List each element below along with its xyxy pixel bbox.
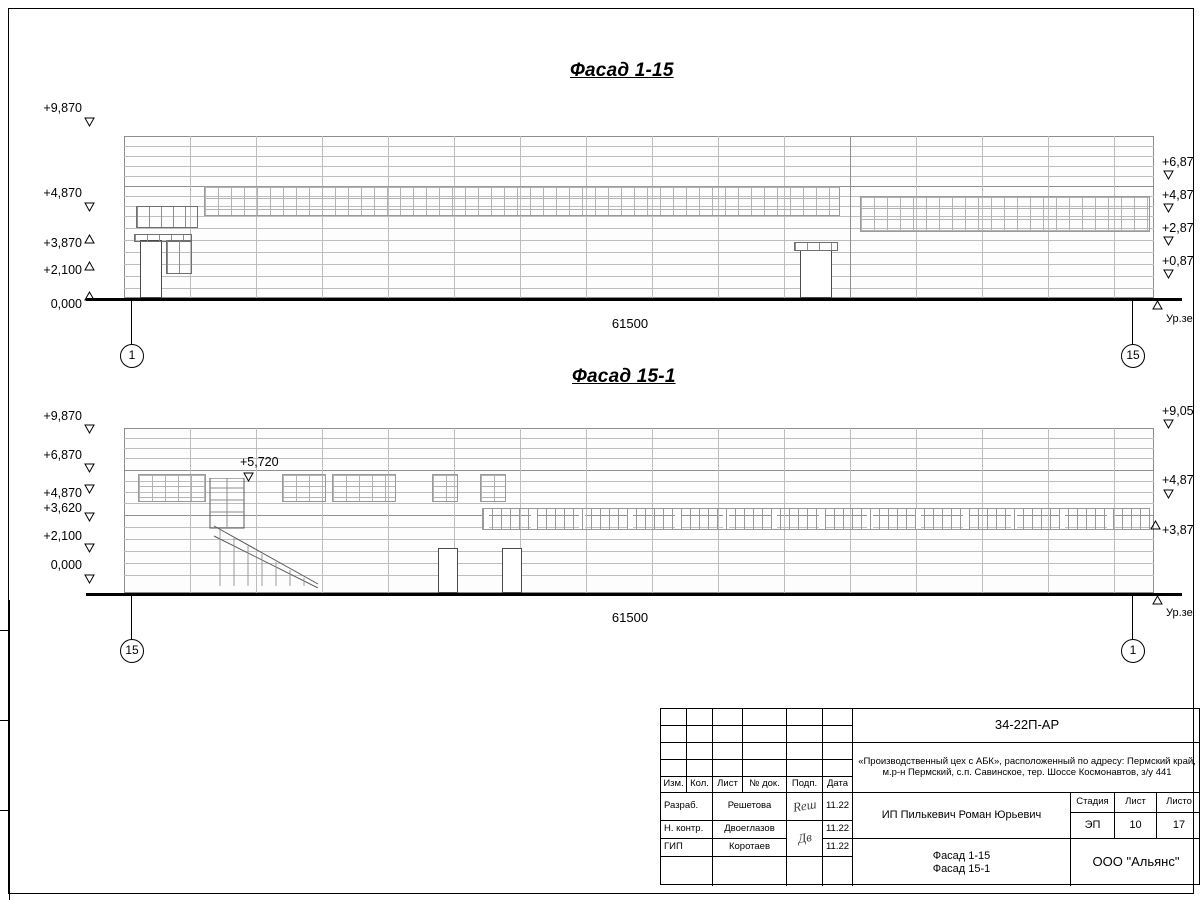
window-strip-top-left xyxy=(136,206,198,228)
rev-blank xyxy=(823,726,853,743)
level-arrow-icon xyxy=(1152,595,1163,606)
level-mark-bottom-r2: +4,87 xyxy=(1162,473,1194,487)
dimension-bottom: 61500 xyxy=(611,610,649,625)
window-block-b3 xyxy=(332,474,396,502)
level-arrow-icon xyxy=(1163,269,1174,280)
drawing-name xyxy=(853,839,1071,886)
rev-blank xyxy=(687,726,713,743)
level-arrow-icon xyxy=(84,512,95,523)
rev-header-data: Дата xyxy=(823,777,853,793)
level-mark-top-5: 0,000 xyxy=(50,297,82,311)
sheets-value: 17 xyxy=(1157,813,1200,839)
level-mark-bottom-4: +3,620 xyxy=(43,501,82,515)
level-mark-top-4: +2,100 xyxy=(43,263,82,277)
facade-bottom-title: Фасад 15-1 xyxy=(572,366,676,387)
level-mark-bottom-6: 0,000 xyxy=(50,558,82,572)
rev-blank xyxy=(713,760,743,777)
level-arrow-icon xyxy=(1163,236,1174,247)
rev-blank xyxy=(787,709,823,726)
external-staircase xyxy=(206,478,324,588)
rev-header-list: Лист xyxy=(713,777,743,793)
rev-header-kol: Кол. xyxy=(687,777,713,793)
level-mark-bottom-r1: +9,05 xyxy=(1162,404,1194,418)
level-mark-top-r2: +4,87 xyxy=(1162,188,1194,202)
level-mark-bottom-2: +6,870 xyxy=(43,448,82,462)
axis-stem xyxy=(1132,298,1133,344)
level-arrow-icon xyxy=(1163,419,1174,430)
stamp-blank xyxy=(787,857,823,886)
axis-stem xyxy=(1132,593,1133,639)
stamp-blank xyxy=(713,857,787,886)
stamp-blank xyxy=(661,857,713,886)
rev-blank xyxy=(743,760,787,777)
axis-bubble-bottom-left: 15 xyxy=(120,639,144,663)
level-arrow-icon xyxy=(84,234,95,245)
signature-1: Reш xyxy=(787,793,823,821)
rev-blank xyxy=(743,726,787,743)
level-arrow-icon xyxy=(84,543,95,554)
signature-2: Дв xyxy=(787,821,823,857)
rev-header-podp: Подп. xyxy=(787,777,823,793)
rev-blank xyxy=(713,709,743,726)
rev-header-izm: Изм. xyxy=(661,777,687,793)
level-mark-bottom-3: +4,870 xyxy=(43,486,82,500)
rev-blank xyxy=(661,709,687,726)
level-mark-top-2: +4,870 xyxy=(43,186,82,200)
rev-blank xyxy=(743,709,787,726)
level-arrow-icon xyxy=(1163,203,1174,214)
title-block xyxy=(660,708,1200,885)
level-arrow-icon xyxy=(84,117,95,128)
sheet-value: 10 xyxy=(1115,813,1157,839)
rev-blank xyxy=(661,760,687,777)
level-mark-bottom-1: +9,870 xyxy=(43,409,82,423)
role-name-2: Двоеглазов xyxy=(713,821,787,839)
window-block-b1 xyxy=(138,474,206,502)
level-arrow-icon xyxy=(84,202,95,213)
level-arrow-icon xyxy=(84,484,95,495)
rev-blank xyxy=(823,743,853,760)
drawing-name-line1: Фасад 1-15 xyxy=(932,849,991,862)
client-name: ИП Пилькевич Роман Юрьевич xyxy=(853,793,1071,839)
role-name-1: Решетова xyxy=(713,793,787,821)
stage-header: Стадия xyxy=(1071,793,1115,813)
level-arrow-icon xyxy=(84,291,95,302)
level-arrow-icon xyxy=(84,424,95,435)
rev-blank xyxy=(787,760,823,777)
window-block-b4 xyxy=(432,474,458,502)
date-2: 11.22 xyxy=(823,821,853,839)
door-bottom-1 xyxy=(438,548,458,593)
glazing-band-top-left xyxy=(204,186,840,216)
stage-value: ЭП xyxy=(1071,813,1115,839)
rev-blank xyxy=(661,726,687,743)
role-label-1: Разраб. xyxy=(661,793,713,821)
stamp-blank xyxy=(823,857,853,886)
level-arrow-icon xyxy=(243,472,254,483)
level-arrow-icon xyxy=(1150,520,1161,531)
axis-stem xyxy=(131,593,132,639)
sheet-header: Лист xyxy=(1115,793,1157,813)
axis-stem xyxy=(131,298,132,344)
rev-blank xyxy=(743,743,787,760)
level-mark-bottom-landing: +5,720 xyxy=(240,455,279,469)
rev-header-doc: № док. xyxy=(743,777,787,793)
rev-blank xyxy=(687,743,713,760)
level-mark-top-r1: +6,87 xyxy=(1162,155,1194,169)
rev-blank xyxy=(687,760,713,777)
ground-line-top xyxy=(86,298,1182,301)
window-ribbon-bottom xyxy=(482,508,1150,530)
drawing-name-line2: Фасад 15-1 xyxy=(932,862,991,875)
ground-label-top: Ур.зе xyxy=(1166,313,1193,325)
level-arrow-icon xyxy=(1163,170,1174,181)
level-arrow-icon xyxy=(1152,300,1163,311)
rev-blank xyxy=(787,726,823,743)
document-code: 34-22П-АР xyxy=(853,709,1200,743)
axis-bubble-top-right: 15 xyxy=(1121,344,1145,368)
left-margin-stub xyxy=(0,600,10,900)
role-label-3: ГИП xyxy=(661,839,713,857)
level-arrow-icon xyxy=(84,574,95,585)
level-mark-top-r3: +2,87 xyxy=(1162,221,1194,235)
entrance-door-top-left xyxy=(140,240,162,298)
window-top-left-upper xyxy=(166,240,192,274)
facade-top-title: Фасад 1-15 xyxy=(570,60,674,81)
window-block-b5 xyxy=(480,474,506,502)
level-arrow-icon xyxy=(84,463,95,474)
rev-blank xyxy=(661,743,687,760)
level-mark-bottom-r3: +3,87 xyxy=(1162,523,1194,537)
glazing-band-top-right xyxy=(860,196,1150,232)
level-mark-bottom-5: +2,100 xyxy=(43,529,82,543)
role-label-2: Н. контр. xyxy=(661,821,713,839)
level-mark-top-1: +9,870 xyxy=(43,101,82,115)
rev-blank xyxy=(787,743,823,760)
rev-blank xyxy=(823,709,853,726)
level-mark-top-r4: +0,87 xyxy=(1162,254,1194,268)
dimension-top: 61500 xyxy=(611,316,649,331)
rev-blank xyxy=(687,709,713,726)
role-name-3: Коротаев xyxy=(713,839,787,857)
axis-bubble-bottom-right: 1 xyxy=(1121,639,1145,663)
company-name: ООО "Альянс" xyxy=(1092,854,1180,870)
level-arrow-icon xyxy=(84,261,95,272)
axis-bubble-top-left: 1 xyxy=(120,344,144,368)
date-3: 11.22 xyxy=(823,839,853,857)
ground-line-bottom xyxy=(86,593,1182,596)
rev-blank xyxy=(823,760,853,777)
date-1: 11.22 xyxy=(823,793,853,821)
sheets-header: Листо xyxy=(1157,793,1200,813)
object-description: «Производственный цех с АБК», расположенный по адресу: Пермский край, м.р-н Пермский, с.п. Савинское, тер. Шоссе Космонавтов, з/у 441 xyxy=(853,743,1200,793)
entrance-door-top-right xyxy=(800,250,832,298)
rev-blank xyxy=(713,743,743,760)
entrance-canopy-top-right xyxy=(794,242,838,251)
ground-label-bottom: Ур.зе xyxy=(1166,607,1193,619)
level-arrow-icon xyxy=(1163,489,1174,500)
level-mark-top-3: +3,870 xyxy=(43,236,82,250)
door-bottom-2 xyxy=(502,548,522,593)
rev-blank xyxy=(713,726,743,743)
